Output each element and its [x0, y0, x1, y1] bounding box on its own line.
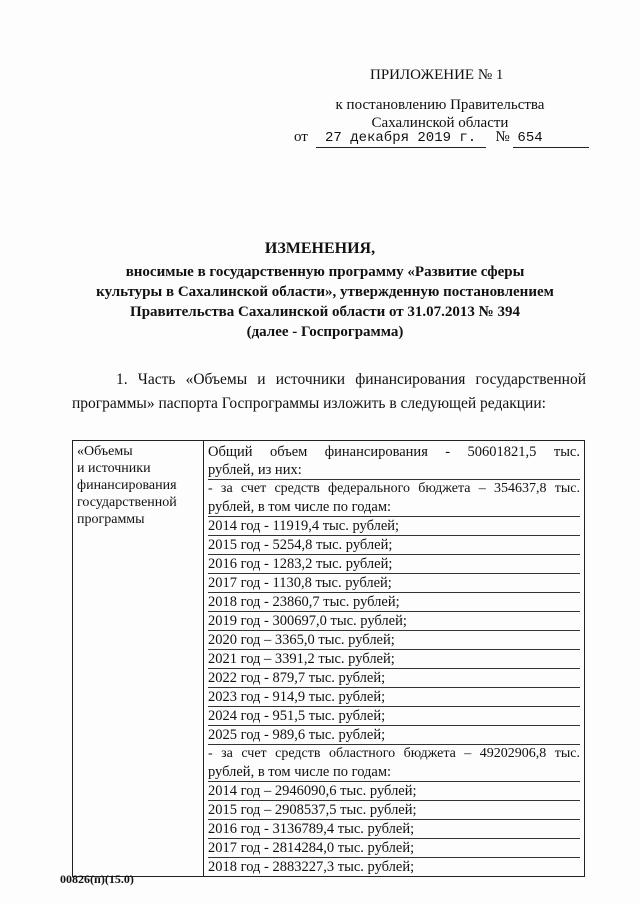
federal-year-item: 2015 год - 5254,8 тыс. рублей; — [208, 536, 580, 555]
subtitle-line: Правительства Сахалинской области от 31.07.2013 № 394 — [130, 304, 520, 320]
regional-year-item: 2015 год – 2908537,5 тыс. рублей; — [208, 801, 580, 820]
subtitle-line: культуры в Сахалинской области», утвержденную постановлением — [96, 284, 554, 300]
regional-budget: - за счет средств областного бюджета – 49202906,8 тыс. — [208, 746, 580, 761]
label-line: и источники — [77, 461, 151, 476]
paragraph-line-1: 1. Часть «Объемы и источники финансирования государственной — [116, 371, 586, 388]
paragraph-line-2: программы» паспорта Госпрограммы изложить в следующей редакции: — [72, 395, 546, 412]
table-row — [73, 441, 585, 877]
federal-year-item: 2019 год - 300697,0 тыс. рублей; — [208, 612, 580, 631]
label-line: «Объемы — [77, 444, 133, 459]
appendix-heading: ПРИЛОЖЕНИЕ № 1 — [370, 67, 504, 83]
regional-budget-cont: рублей, в том числе по годам: — [208, 763, 580, 782]
number-label: № — [495, 129, 510, 145]
federal-year-item: 2023 год - 914,9 тыс. рублей; — [208, 688, 580, 707]
total-financing: Общий объем финансирования - 50601821,5 тыс. — [208, 444, 580, 460]
federal-year-item: 2025 год - 989,6 тыс. рублей; — [208, 726, 580, 745]
resolution-number: 654 — [513, 129, 589, 148]
footer-code: 00826(п)(15.0) — [60, 872, 134, 886]
federal-year-item: 2018 год - 23860,7 тыс. рублей; — [208, 593, 580, 612]
subtitle-line: вносимые в государственную программу «Развитие сферы — [125, 264, 525, 280]
total-financing-cont: рублей, из них: — [208, 461, 580, 480]
from-label: от — [294, 129, 308, 145]
label-line: финансирования — [77, 478, 177, 493]
regional-year-item: 2016 год - 3136789,4 тыс. рублей; — [208, 820, 580, 839]
table-content-cell — [204, 441, 585, 877]
federal-year-item: 2024 год - 951,5 тыс. рублей; — [208, 707, 580, 726]
federal-budget-cont: рублей, в том числе по годам: — [208, 498, 580, 517]
label-line: программы — [77, 512, 145, 527]
label-line: государственной — [77, 495, 177, 510]
document-title: ИЗМЕНЕНИЯ, — [264, 240, 376, 257]
federal-year-item: 2021 год – 3391,2 тыс. рублей; — [208, 650, 580, 669]
federal-year-item: 2020 год – 3365,0 тыс. рублей; — [208, 631, 580, 650]
resolution-date: 27 декабря 2019 г. — [316, 129, 486, 148]
financing-table — [72, 440, 585, 877]
title-subtitle — [80, 262, 570, 342]
federal-year-item: 2022 год - 879,7 тыс. рублей; — [208, 669, 580, 688]
federal-year-item: 2017 год - 1130,8 тыс. рублей; — [208, 574, 580, 593]
federal-year-item: 2016 год - 1283,2 тыс. рублей; — [208, 555, 580, 574]
regional-year-item: 2014 год – 2946090,6 тыс. рублей; — [208, 782, 580, 801]
date-number-line — [294, 128, 594, 148]
region-line: Сахалинской области — [371, 115, 509, 131]
federal-year-item: 2014 год - 11919,4 тыс. рублей; — [208, 517, 580, 536]
regional-year-item: 2018 год - 2883227,3 тыс. рублей; — [208, 859, 415, 875]
resolution-line: к постановлению Правительства — [335, 97, 545, 113]
federal-budget: - за счет средств федерального бюджета – 354637,8 тыс. — [208, 481, 580, 496]
table-label-cell — [73, 441, 204, 877]
regional-year-item: 2017 год - 2814284,0 тыс. рублей; — [208, 839, 580, 858]
subtitle-line: (далее - Госпрограмма) — [246, 324, 404, 340]
